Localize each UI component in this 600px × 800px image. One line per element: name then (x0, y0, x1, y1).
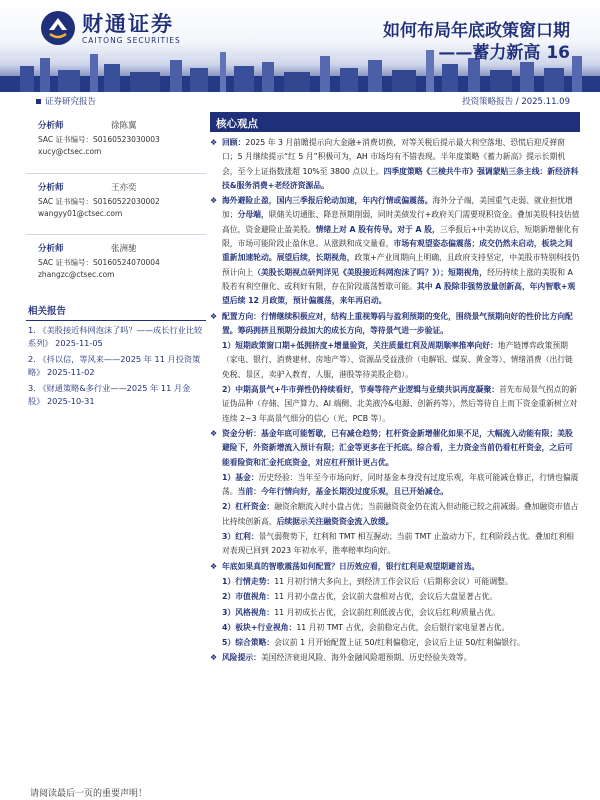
body-text: 历史经验：当年至今市场向好，同时基金本身没有过度乐观，年底可能减仓修正，行情也偏震荡。 (222, 472, 579, 497)
analyst-card (26, 112, 206, 173)
disclaimer-note: 请阅读最后一页的重要声明！ (30, 789, 148, 799)
highlight-text: （美股长期视点研判详见《美股接近科网泡沫了吗？》）；短期视角， (253, 267, 488, 277)
brand-name-cn: 财通证券 (82, 11, 174, 36)
report-header (0, 0, 600, 92)
sidebar (26, 112, 206, 408)
highlight-text: 分母端， (237, 210, 269, 220)
related-report-link[interactable]: 2. 《抖以信，等风来——2025 年 11 月投资策略》 2025-11-02 (28, 354, 201, 377)
body-text: 地产链博弈政策预期（家电、银行、消费建材、房地产等）、资源品受益涨价（电解铝、煤炭、黄金等）、情绪消费（出行链免税、景区，卖驴入教育、人服，港股等待美股企稳）。 (222, 341, 573, 379)
report-type-date: 投资策略报告 / 2025.11.09 (462, 97, 570, 107)
highlight-text: 3）风格视角： (222, 607, 275, 617)
main-content (210, 112, 580, 667)
highlight-text: 回顾： (222, 138, 246, 147)
key-point-paragraph (210, 621, 580, 635)
body-text: 政策+产业周期向上明确，且政府支持坚定，中美股市特别科技仍预计向上 (222, 253, 580, 277)
body-text: 三季报后+中美协议后，短期新增催化有限，市场可能阶段止盈休息。从涨跌和成交量看， (222, 224, 579, 249)
analyst-name: 张洲驰 (111, 244, 137, 254)
key-point-paragraph (210, 530, 580, 559)
key-point-paragraph (210, 427, 580, 470)
highlight-text: 四季度策略《三棱共牛市》强调蒙贴三条主线：新经济科技&服务消费+老经济资源品。 (222, 166, 579, 190)
key-point-paragraph (210, 651, 580, 665)
highlight-text: 当前：今年行情向好，基金长期没过度乐观，且已开始减仓。 (237, 487, 449, 497)
highlight-text: 配置方向：行情继续积极应对，结构上重视筹码与盈利预期的变化，围绕景气预期向好的性价比方向配置。筹码拥挤且预期分歧加大的成长方向，等待景气进一步验证。 (222, 311, 573, 335)
diamond-bullet-icon: ❖ (210, 428, 218, 438)
key-point-paragraph (210, 339, 580, 382)
body-text: 11 月初成长占优，会议前红利低波占优，会议后红利/质量占优。 (274, 607, 500, 617)
brand-name-en: CAITONG SECURITIES (82, 35, 181, 45)
body-text: 海外分子端，美国重气走弱、就业担忧增加； (222, 196, 573, 220)
report-meta-row (0, 92, 600, 108)
body-text: 势下，红利和 TMT 相互握动；当前 TMT 止盈动力下，红利阶段占优。叠加红利相对表现已回到 2023 年初水平，胜率赔率均向好。 (222, 532, 574, 556)
analyst-name: 王亦奕 (111, 183, 137, 193)
key-point-paragraph (210, 310, 580, 339)
highlight-text: 年底如果真的智歌震荡如何配置？日历效应看，银行红利是观望期避首选。 (222, 561, 480, 571)
highlight-text: 资金分析：基金年底可能暂歇，已有减仓趋势；杠杆资金新增催化如果不足，大幅流入动能有限；美股避险下，外资新增流入预计有限；汇金等更多在于托底。综合看，主力资金当前仍看杠杆资金，之后可能看险资和汇金托底资金，对应杠杆预计更占优。 (222, 428, 573, 467)
related-report-link[interactable]: 3. 《财通策略&多行业——2025 年 11 月金股》 2025-10-31 (28, 383, 191, 406)
body-text: 11 月初行情大多向上，到经济工作会议后（后期称会议）可能调整。 (274, 576, 513, 586)
analyst-label: 分析师 (38, 183, 64, 193)
body-text: 首先布局景气拐点的新证伪品种（存储、国产算力、AI 端侧、北美液冷&电源、创新药等），然后等待自上而下资金重新树立对连续 2~3 年高景气细分的信心（光、PCB 等）。 (222, 385, 578, 423)
body-text: 融资余额流入时小盘占优；当前融资资金仍在流入但动能已较之前减弱。叠加融资市值占比持续创新高， (222, 502, 579, 526)
key-point-paragraph (210, 606, 580, 620)
highlight-text: 2）市值视角： (222, 592, 275, 602)
diamond-bullet-icon: ❖ (210, 653, 218, 663)
highlight-text: 市场有观望姿态偏震荡；成交仍然未启动，板块之间重新加速轮动。展望后续，长期视角， (222, 239, 573, 263)
square-bullet-icon (36, 99, 41, 104)
highlight-text: 1）行情走势： (222, 576, 275, 586)
section-title: 核心观点 (210, 112, 580, 132)
highlight-text: 风险提示： (222, 653, 261, 663)
body-text: 经历持续上涨的美股和 A 股若有利空催化、或利好有限，存在阶段震荡暂歇可能。 (222, 267, 573, 291)
highlight-text: 1）短期政策窗口期+低拥挤度+增量验资，关注质量红利及周期顺率推率向好： (222, 341, 498, 351)
report-category: 证券研究报告 (36, 95, 96, 107)
report-title (383, 20, 570, 64)
analyst-name: 徐陈翼 (111, 121, 137, 131)
highlight-text: 其中 A 股除非强势放量创新高，年内智歌+观望后续 12 月政策，预计偏震荡，来年再启动。 (222, 281, 576, 306)
key-points (210, 132, 580, 666)
highlight-text: 情绪上对 A 股有传导。对于 A 股， (315, 224, 440, 234)
key-point-paragraph (210, 471, 580, 500)
key-point-paragraph (210, 636, 580, 650)
body-text: 联储关切通胀、降息预期削弱，同时美债发行+政府关门需要现积资金。叠加美股科技估值高位，资金避险止盈美股。 (222, 210, 580, 234)
body-text: 11 月初 TMT 占优，会前稳定占优，会后银行家电显著占优。 (296, 622, 510, 632)
diamond-bullet-icon: ❖ (210, 138, 218, 147)
analyst-email[interactable]: xucy@ctsec.com (38, 147, 102, 156)
key-point-paragraph (210, 136, 580, 193)
highlight-text: 后续据示关注融资资金流入放缓。 (276, 516, 394, 526)
analyst-email[interactable]: zhangzc@ctsec.com (38, 270, 115, 279)
body-text: 景气弱赘 (258, 532, 290, 542)
highlight-text: 2）中期高景气+牛市弹性仍持续看好，节奏等待产业逻辑与业绩共识再度凝聚： (222, 385, 500, 395)
highlight-text: 2）杠杆资金： (222, 502, 275, 512)
analyst-card (26, 234, 206, 295)
key-point-paragraph (210, 383, 580, 426)
body-text: 会议前 1 月开始配置上证 50/红利偏稳定，会议后上证 50/红利偏银行。 (274, 638, 525, 648)
body-text: 11 月初小盘占优，会议前大盘相对占优，会议后大盘显著占优。 (274, 592, 498, 602)
key-point-paragraph (210, 575, 580, 589)
highlight-text: 海外避险止盈，国内三季报后轮动加速，年内行情或偏震荡。 (222, 196, 433, 206)
highlight-text: 4）板块+行业视角： (222, 622, 297, 632)
key-point-paragraph (210, 500, 580, 529)
diamond-bullet-icon: ❖ (210, 561, 218, 571)
analyst-cert: SAC 证书编号：S0160524070004 (38, 258, 160, 267)
report-title-line1: 如何布局年底政策窗口期 (383, 21, 570, 41)
key-point-paragraph (210, 194, 580, 308)
brand-logo (40, 10, 181, 46)
analyst-cert: SAC 证书编号：S0160522030002 (38, 197, 160, 206)
related-reports-title: 相关报告 (26, 303, 206, 321)
key-point-paragraph (210, 560, 580, 574)
highlight-text: 5）综合策略： (222, 638, 275, 648)
analyst-card (26, 173, 206, 234)
report-title-line2: ——蓄力新高 16 (438, 43, 570, 63)
analyst-label: 分析师 (38, 121, 64, 131)
body-text: 美国经济衰退风险、海外金融风险超预期、历史经验失效等。 (260, 653, 472, 663)
key-point-paragraph (210, 590, 580, 604)
highlight-text: 1）基金： (222, 472, 259, 482)
analyst-cert: SAC 证书编号：S0160523030003 (38, 135, 160, 144)
highlight-text: 3）红利： (222, 532, 259, 542)
body-text: 2025 年 3 月前瞻提示向大金融+消费切换，对等关税后提示最大利空落地、恐慌后迎反弹窗口；5 月继续提示“红 5 月”积极可为，AH 市场均有不错表现。半年度策略《蓄力新高》提示长期机会，至今上证指数涨超 10%至 3800 点以上。 (222, 138, 566, 176)
diamond-bullet-icon: ❖ (210, 196, 218, 206)
related-report-link[interactable]: 1. 《美股接近科网泡沫了吗？——成长行业比较系列》 2025-11-05 (28, 325, 203, 348)
analyst-email[interactable]: wangyy01@ctsec.com (38, 209, 123, 218)
diamond-bullet-icon: ❖ (210, 311, 218, 321)
analyst-label: 分析师 (38, 244, 64, 254)
brand-emblem-icon (40, 10, 76, 46)
